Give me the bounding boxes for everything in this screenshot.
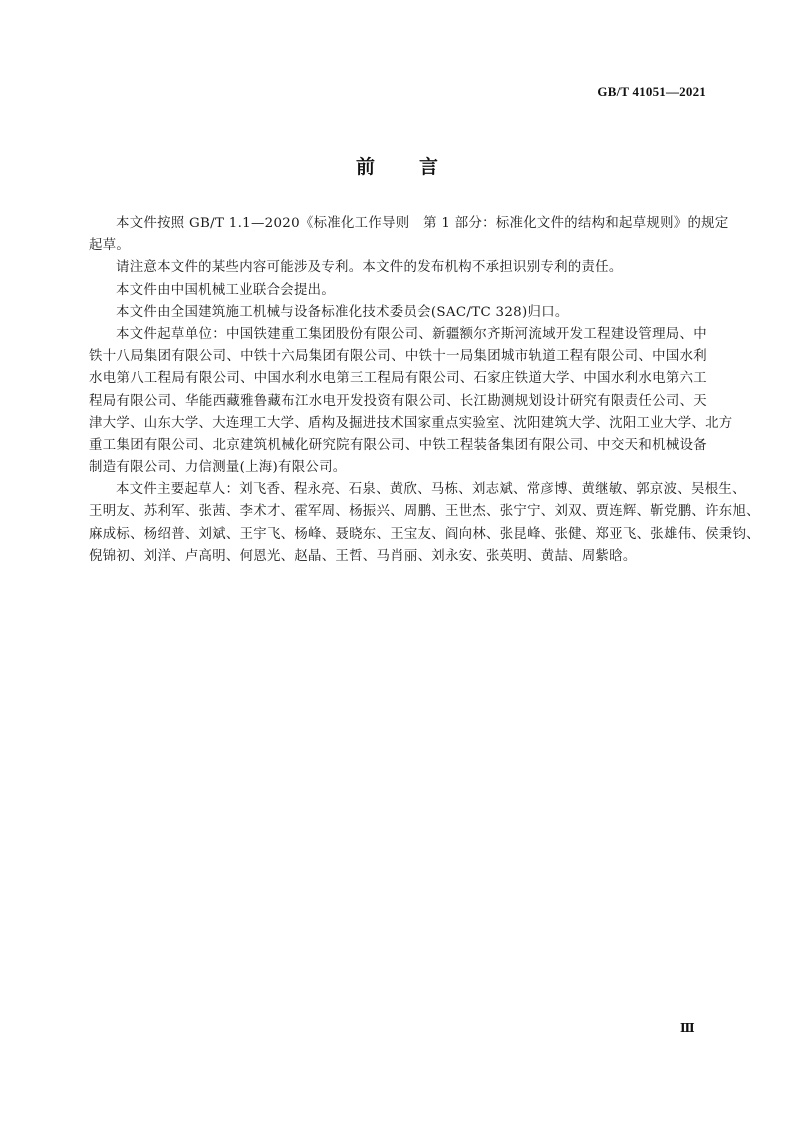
paragraph-line: 制造有限公司、力信测量(上海)有限公司。	[89, 460, 347, 476]
paragraph-line: 本文件由全国建筑施工机械与设备标准化技术委员会(SAC/TC 328)归口。	[116, 304, 569, 320]
paragraph-technical-committee	[89, 302, 707, 324]
page-number: Ⅲ	[680, 1021, 695, 1035]
paragraph-drafting-rules	[89, 213, 729, 257]
paragraph-line: 请注意本文件的某些内容可能涉及专利。本文件的发布机构不承担识别专利的责任。	[116, 260, 623, 276]
paragraph-line: 起草。	[89, 238, 131, 254]
paragraph-main-drafters	[89, 479, 760, 568]
paragraph-line: 本文件起草单位：中国铁建重工集团股份有限公司、新疆额尔齐斯河流域开发工程建设管理局、中	[116, 326, 707, 342]
paragraph-patent-notice	[89, 257, 707, 279]
paragraph-line: 本文件由中国机械工业联合会提出。	[116, 282, 336, 298]
paragraph-line: 本文件按照 GB/T 1.1—2020《标准化工作导则 第 1 部分：标准化文件的结构和起草规则》的规定	[116, 216, 729, 231]
standard-number: GB/T 41051—2021	[597, 84, 706, 99]
paragraph-drafting-organizations	[89, 324, 733, 479]
foreword-body	[89, 213, 760, 568]
paragraph-line: 麻成标、杨绍普、刘斌、王宇飞、杨峰、聂晓东、王宝友、阎向林、张昆峰、张健、郑亚飞、张雄伟、侯秉钧、	[89, 526, 760, 542]
page-title: 前言	[355, 156, 482, 178]
paragraph-line: 王明友、苏利军、张茜、李术才、霍军周、杨振兴、周鹏、王世杰、张宁宁、刘双、贾连辉、靳党鹏、许东旭、	[89, 504, 760, 520]
paragraph-line: 程局有限公司、华能西藏雅鲁藏布江水电开发投资有限公司、长江勘测规划设计研究有限责任公司、天	[89, 393, 707, 409]
paragraph-line: 水电第八工程局有限公司、中国水利水电第三工程局有限公司、石家庄铁道大学、中国水利水电第六工	[89, 371, 707, 387]
paragraph-line: 倪锦初、刘洋、卢高明、何恩光、赵晶、王哲、马肖丽、刘永安、张英明、黄喆、周紫晗。	[89, 548, 637, 564]
paragraph-line: 铁十八局集团有限公司、中铁十六局集团有限公司、中铁十一局集团城市轨道工程有限公司、中国水利	[89, 349, 707, 365]
paragraph-proposer	[89, 280, 707, 302]
paragraph-line: 津大学、山东大学、大连理工大学、盾构及掘进技术国家重点实验室、沈阳建筑大学、沈阳工业大学、北方	[89, 415, 733, 431]
paragraph-line: 重工集团有限公司、北京建筑机械化研究院有限公司、中铁工程装备集团有限公司、中交天和机械设备	[89, 437, 707, 453]
paragraph-line: 本文件主要起草人：刘飞香、程永亮、石泉、黄欣、马栋、刘志斌、常彦博、黄继敏、郭京波、吴根生、	[116, 482, 746, 498]
